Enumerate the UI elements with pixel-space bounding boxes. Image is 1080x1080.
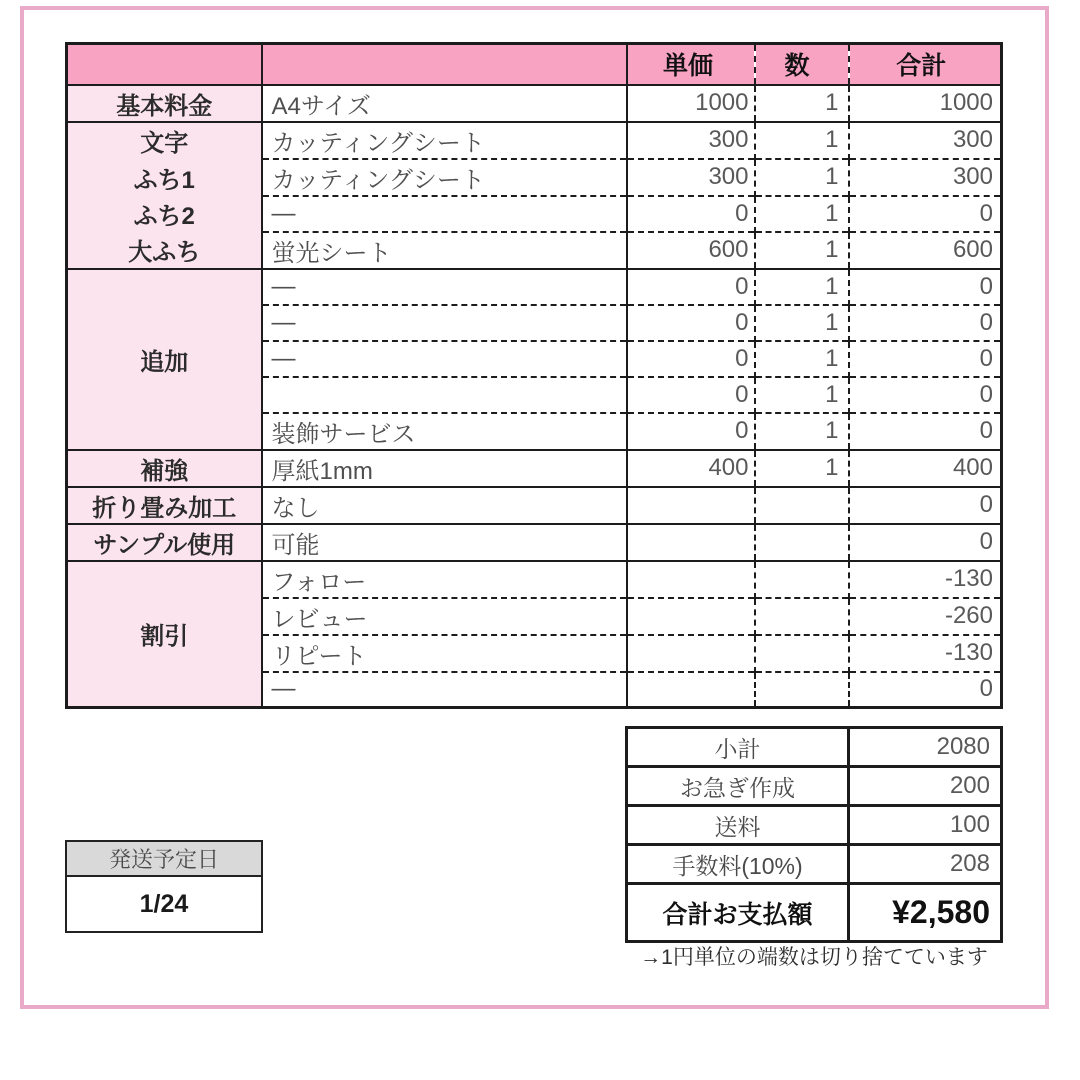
summary-row-subtotal [627, 728, 1002, 767]
table-header-row [67, 44, 1002, 85]
summary-row-shipping-fee [627, 806, 1002, 845]
row-label: サンプル使用 [67, 524, 262, 561]
row-item: — [262, 269, 627, 305]
summary-row-rush [627, 767, 1002, 806]
row-total: 300 [849, 122, 1002, 159]
summary-label: お急ぎ作成 [627, 767, 849, 806]
row-item: リピート [262, 635, 627, 672]
header-unit-price: 単価 [627, 44, 755, 85]
summary-label: 手数料(10%) [627, 845, 849, 884]
row-unit-price: 0 [627, 341, 755, 377]
summary-value: 100 [849, 806, 1002, 845]
row-unit-price: 400 [627, 450, 755, 487]
grand-total-value: ¥2,580 [849, 884, 1002, 942]
row-unit-price [627, 561, 755, 598]
row-unit-price [627, 598, 755, 635]
row-item: フォロー [262, 561, 627, 598]
row-total: 400 [849, 450, 1002, 487]
row-total: 0 [849, 487, 1002, 524]
row-item: A4サイズ [262, 85, 627, 122]
row-quantity: 1 [755, 269, 849, 305]
row-unit-price [627, 672, 755, 708]
row-item: レビュー [262, 598, 627, 635]
row-total: -130 [849, 635, 1002, 672]
row-total: 0 [849, 341, 1002, 377]
row-item: 装飾サービス [262, 413, 627, 450]
row-label: ふち2 [67, 196, 262, 232]
row-total: 0 [849, 196, 1002, 232]
table-row-basic-fee [67, 85, 1002, 122]
row-unit-price: 0 [627, 413, 755, 450]
table-row-folding [67, 487, 1002, 524]
row-item: — [262, 341, 627, 377]
row-label: ふち1 [67, 159, 262, 196]
row-unit-price: 600 [627, 232, 755, 269]
row-quantity [755, 561, 849, 598]
row-label: 大ふち [67, 232, 262, 269]
row-item: 厚紙1mm [262, 450, 627, 487]
row-unit-price: 300 [627, 122, 755, 159]
row-unit-price: 0 [627, 196, 755, 232]
summary-value: 2080 [849, 728, 1002, 767]
pricing-table [65, 42, 1003, 709]
payment-summary-table [625, 726, 1003, 943]
header-item-cell [262, 44, 627, 85]
summary-label: 送料 [627, 806, 849, 845]
row-quantity: 1 [755, 413, 849, 450]
row-quantity [755, 635, 849, 672]
row-item: カッティングシート [262, 122, 627, 159]
table-row-discount [67, 561, 1002, 598]
row-total: 600 [849, 232, 1002, 269]
rounding-note: →1円単位の端数は切り捨てています [640, 946, 988, 969]
row-quantity: 1 [755, 377, 849, 413]
row-item [262, 377, 627, 413]
row-item: 可能 [262, 524, 627, 561]
row-item: — [262, 305, 627, 341]
table-row-addition [67, 269, 1002, 305]
table-row-sample-use [67, 524, 1002, 561]
summary-value: 208 [849, 845, 1002, 884]
row-total: 0 [849, 269, 1002, 305]
row-item: なし [262, 487, 627, 524]
row-unit-price: 0 [627, 377, 755, 413]
row-total: 0 [849, 377, 1002, 413]
table-row-large-edge [67, 232, 1002, 269]
row-quantity: 1 [755, 341, 849, 377]
row-quantity: 1 [755, 450, 849, 487]
summary-row-grand-total [627, 884, 1002, 942]
row-total: -130 [849, 561, 1002, 598]
row-unit-price [627, 524, 755, 561]
summary-value: 200 [849, 767, 1002, 806]
row-item: 蛍光シート [262, 232, 627, 269]
header-total: 合計 [849, 44, 1002, 85]
table-row-letters [67, 122, 1002, 159]
row-label: 折り畳み加工 [67, 487, 262, 524]
row-total: 300 [849, 159, 1002, 196]
row-item: カッティングシート [262, 159, 627, 196]
row-quantity: 1 [755, 232, 849, 269]
row-item: — [262, 672, 627, 708]
row-total: 0 [849, 524, 1002, 561]
table-row-edge2 [67, 196, 1002, 232]
row-total: 0 [849, 672, 1002, 708]
summary-row-commission [627, 845, 1002, 884]
table-row-edge1 [67, 159, 1002, 196]
row-unit-price: 300 [627, 159, 755, 196]
row-quantity: 1 [755, 122, 849, 159]
row-unit-price [627, 487, 755, 524]
row-label-addition-merged: 追加 [67, 269, 262, 450]
row-total: 0 [849, 305, 1002, 341]
row-label: 基本料金 [67, 85, 262, 122]
row-unit-price: 0 [627, 269, 755, 305]
row-total: -260 [849, 598, 1002, 635]
row-quantity [755, 524, 849, 561]
grand-total-label: 合計お支払額 [627, 884, 849, 942]
row-unit-price: 1000 [627, 85, 755, 122]
row-total: 0 [849, 413, 1002, 450]
table-row-reinforcement [67, 450, 1002, 487]
row-quantity: 1 [755, 159, 849, 196]
row-quantity: 1 [755, 305, 849, 341]
shipping-date-value: 1/24 [139, 890, 189, 918]
row-label: 文字 [67, 122, 262, 159]
shipping-date-title: 発送予定日 [67, 842, 261, 877]
row-quantity: 1 [755, 196, 849, 232]
header-quantity: 数 [755, 44, 849, 85]
row-unit-price: 0 [627, 305, 755, 341]
shipping-date-box [65, 840, 263, 933]
row-item: — [262, 196, 627, 232]
row-quantity [755, 598, 849, 635]
row-total: 1000 [849, 85, 1002, 122]
row-label: 補強 [67, 450, 262, 487]
row-unit-price [627, 635, 755, 672]
row-quantity [755, 672, 849, 708]
row-quantity: 1 [755, 85, 849, 122]
header-category-cell [67, 44, 262, 85]
row-label-discount-merged: 割引 [67, 561, 262, 708]
row-quantity [755, 487, 849, 524]
summary-label: 小計 [627, 728, 849, 767]
